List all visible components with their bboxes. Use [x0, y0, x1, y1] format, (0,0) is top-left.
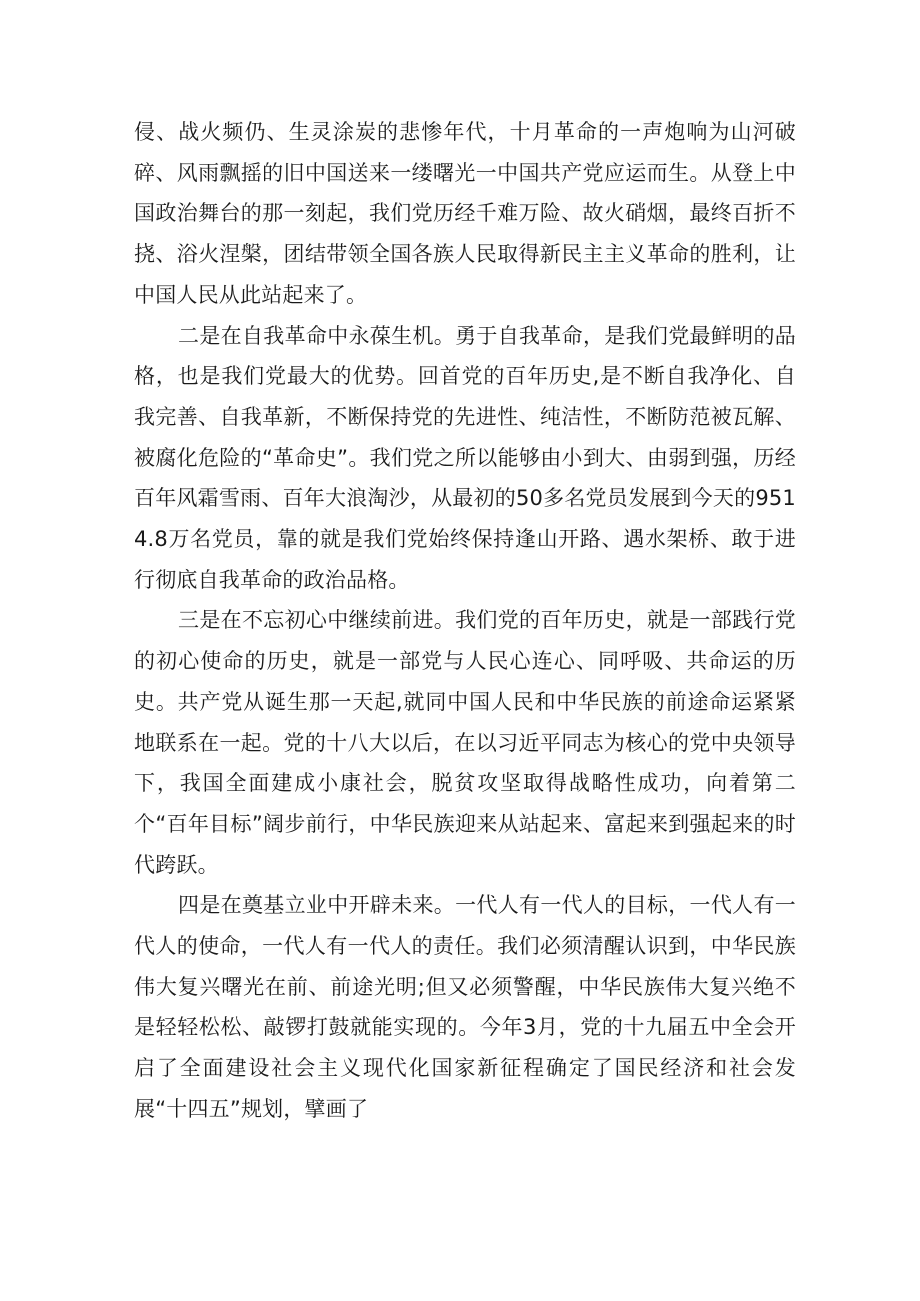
paragraph-self-revolution: 二是在自我革命中永葆生机。勇于自我革命，是我们党最鲜明的品格，也是我们党最大的优势。回首党的百年历史,是不断自我净化、自我完善、自我革新，不断保持党的先进性、纯洁性，不断防范被瓦解、被腐化危险的“革命史”。我们党之所以能够由小到大、由弱到强，历经百年风霜雪雨、百年大浪淘沙，从最初的50多名党员发展到今天的9514.8万名党员，靠的就是我们党始终保持逢山开路、遇水架桥、敢于进行彻底自我革命的政治品格。 [134, 323, 796, 592]
paragraph-continuation: 侵、战火频仍、生灵涂炭的悲惨年代，十月革命的一声炮响为山河破碎、风雨飘摇的旧中国送来一缕曙光一中国共产党应运而生。从登上中国政治舞台的那一刻起，我们党历经千难万险、故火硝烟，最终百折不挠、浴火涅槃，团结带领全国各族人民取得新民主主义革命的胜利，让中国人民从此站起来了。 [134, 120, 796, 307]
paragraph-original-aspiration: 三是在不忘初心中继续前进。我们党的百年历史，就是一部践行党的初心使命的历史，就是一部党与人民心连心、同呼吸、共命运的历史。共产党从诞生那一天起,就同中国人民和中华民族的前途命运紧紧地联系在一起。党的十八大以后，在以习近平同志为核心的党中央领导下，我国全面建成小康社会，脱贫攻坚取得战略性成功，向着第二个“百年目标”阔步前行，中华民族迎来从站起来、富起来到强起来的时代跨跃。 [134, 608, 796, 877]
document-body [134, 112, 796, 1130]
paragraph-future: 四是在奠基立业中开辟未来。一代人有一代人的目标，一代人有一代人的使命，一代人有一代人的责任。我们必须清醒认识到，中华民族伟大复兴曙光在前、前途光明;但又必须警醒，中华民族伟大复兴绝不是轻轻松松、敲锣打鼓就能实现的。今年3月，党的十九届五中全会开启了全面建设社会主义现代化国家新征程确定了国民经济和社会发展“十四五”规划，擘画了 [134, 893, 796, 1121]
